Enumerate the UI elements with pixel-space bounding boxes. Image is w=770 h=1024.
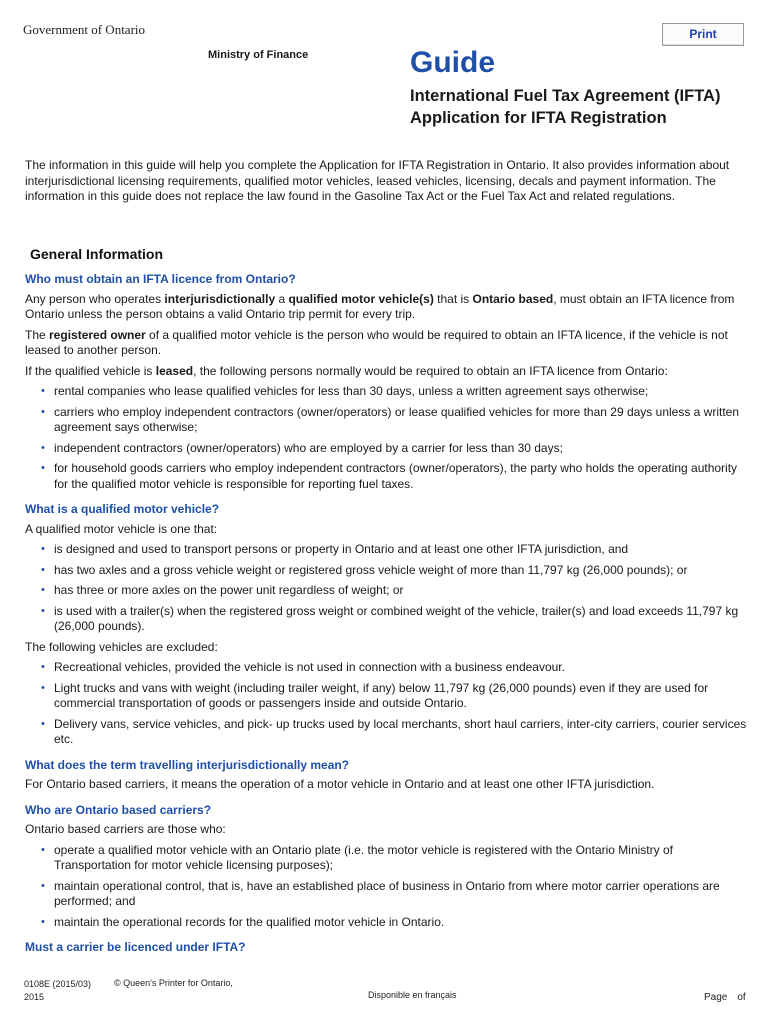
- text-run: of a qualified motor vehicle is the person who would be required to obtain an IFTA licence, if the vehicle is not leased to another person.: [25, 327, 728, 357]
- question-carrier-licenced: [25, 940, 747, 956]
- subtitle-line-2: Application for IFTA Registration: [410, 109, 667, 127]
- bold-term: Ontario based: [472, 291, 554, 306]
- paragraph: [25, 292, 747, 323]
- bullet-list: [25, 843, 747, 931]
- text-run: that is: [433, 291, 473, 306]
- list-item: [25, 879, 747, 910]
- bullet-icon: •: [41, 681, 45, 694]
- list-item-text: is designed and used to transport persons or property in Ontario and at least one other IFTA jurisdiction, and: [54, 542, 629, 556]
- paragraph: Ontario based carriers are those who:: [25, 822, 226, 836]
- question-ontario-based-carriers: [25, 803, 747, 931]
- copyright-notice: © Queen's Printer for Ontario,: [114, 978, 233, 988]
- bold-term: registered owner: [49, 327, 146, 342]
- text-run: The: [25, 327, 50, 342]
- page-label: Page: [704, 992, 728, 1003]
- list-item: [25, 563, 747, 579]
- question-qualified-motor-vehicle: [25, 502, 747, 748]
- list-item: [25, 604, 747, 635]
- list-item-text: carriers who employ independent contractors (owner/operators) or lease qualified vehicles for more than 29 days unless a written agreement says otherwise;: [54, 404, 740, 434]
- list-item-text: rental companies who lease qualified vehicles for less than 30 days, unless a written agreement says otherwise;: [54, 384, 649, 398]
- bullet-icon: •: [41, 543, 45, 555]
- print-button[interactable]: Print: [662, 23, 744, 46]
- form-code-year: 2015: [24, 992, 45, 1002]
- bullet-icon: •: [41, 843, 45, 856]
- paragraph: The following vehicles are excluded:: [25, 639, 218, 654]
- list-item: [25, 717, 747, 748]
- paragraph: [25, 328, 747, 359]
- list-item-text: operate a qualified motor vehicle with an Ontario plate (i.e. the motor vehicle is registered with the Ontario Ministry of Transportation for motor vehicle licensing purposes);: [54, 842, 673, 872]
- list-item: [25, 681, 747, 712]
- subtitle-line-1: International Fuel Tax Agreement (IFTA): [410, 87, 721, 105]
- list-item: [25, 384, 747, 400]
- page-subtitle: [410, 85, 720, 129]
- bullet-icon: •: [41, 385, 45, 397]
- list-item: [25, 461, 747, 492]
- bullet-icon: •: [41, 915, 45, 928]
- question-heading: Who must obtain an IFTA licence from Ontario?: [25, 272, 296, 286]
- bullet-icon: •: [41, 604, 45, 617]
- paragraph: For Ontario based carriers, it means the operation of a motor vehicle in Ontario and at least one other IFTA jurisdiction.: [25, 777, 655, 791]
- question-who-must-obtain: [25, 272, 747, 492]
- question-heading: Who are Ontario based carriers?: [25, 802, 212, 817]
- list-item-text: Delivery vans, service vehicles, and pick- up trucks used by local merchants, short haul carriers, inter-city carriers, courier services etc.: [54, 716, 747, 746]
- list-item-text: has three or more axles on the power unit regardless of weight; or: [54, 583, 404, 597]
- bullet-icon: •: [41, 563, 45, 576]
- bullet-list: [25, 660, 747, 748]
- ministry-label: Ministry of Finance: [208, 49, 309, 61]
- page-number: [704, 992, 756, 1003]
- page-of-label: of: [737, 992, 746, 1003]
- form-code-line: 0108E (2015/03): [24, 979, 92, 989]
- bullet-icon: •: [41, 584, 45, 596]
- list-item: [25, 915, 747, 931]
- question-heading: What does the term travelling interjurisdictionally mean?: [25, 757, 350, 772]
- bullet-icon: •: [41, 879, 45, 892]
- bullet-list: [25, 542, 747, 635]
- paragraph: A qualified motor vehicle is one that:: [25, 521, 218, 536]
- list-item: [25, 542, 747, 558]
- text-run: , must obtain an IFTA licence from Ontario unless the person obtains a valid Ontario trip permit for every trip.: [25, 291, 735, 321]
- bullet-list: [25, 384, 747, 492]
- bold-term: qualified motor vehicle(s): [288, 291, 434, 306]
- list-item-text: maintain operational control, that is, have an established place of business in Ontario from where motor carrier operations are performed; and: [54, 878, 720, 908]
- bold-term: interjurisdictionally: [164, 291, 276, 306]
- list-item-text: for household goods carriers who employ independent contractors (owner/operators), the party who holds the operating authority for the qualified motor vehicle is responsible for reporting fuel taxes.: [54, 461, 738, 491]
- text-run: If the qualified vehicle is: [25, 363, 156, 378]
- bullet-icon: •: [41, 405, 45, 418]
- text-run: , the following persons normally would be required to obtain an IFTA licence from Ontario:: [193, 363, 668, 378]
- list-item: [25, 843, 747, 874]
- list-item: [25, 405, 747, 436]
- text-run: a: [275, 291, 289, 306]
- bullet-icon: •: [41, 462, 45, 474]
- page-title: Guide: [410, 46, 496, 79]
- list-item-text: independent contractors (owner/operators) who are employed by a carrier for less than 30 days;: [54, 440, 563, 455]
- list-item: [25, 441, 747, 457]
- list-item-text: has two axles and a gross vehicle weight or registered gross vehicle weight of more than 11,797 kg (26,000 pounds); or: [54, 562, 688, 577]
- intro-paragraph: The information in this guide will help you complete the Application for IFTA Registration in Ontario. It also provides information about interjurisdictional licensing requirements, qualified motor vehicles, leased vehicles, licensing, decals and payment information. The information in this guide does not replace the law found in the Gasoline Tax Act or the Fuel Tax Act and related regulations.: [25, 158, 730, 203]
- section-heading-general-information: General Information: [30, 246, 164, 262]
- list-item-text: Light trucks and vans with weight (including trailer weight, if any) below 11,797 kg (26,000 pounds) even if they are used for commercial transportation of goods or passengers inside and outside Ontario.: [54, 680, 709, 710]
- list-item: [25, 660, 747, 676]
- list-item-text: maintain the operational records for the qualified motor vehicle in Ontario.: [54, 914, 445, 929]
- government-of-ontario-label: Government of Ontario: [23, 22, 146, 37]
- bullet-icon: •: [41, 661, 45, 673]
- list-item-text: Recreational vehicles, provided the vehicle is not used in connection with a business endeavour.: [54, 660, 565, 674]
- list-item: [25, 583, 747, 599]
- question-heading: What is a qualified motor vehicle?: [25, 502, 220, 516]
- question-travelling-interjurisdictionally: [25, 758, 747, 793]
- form-code: [24, 978, 91, 1004]
- paragraph: [25, 364, 747, 380]
- french-availability-note: Disponible en français: [368, 990, 457, 1000]
- bold-term: leased: [155, 363, 194, 378]
- question-heading: Must a carrier be licenced under IFTA?: [25, 940, 246, 954]
- text-run: Any person who operates: [25, 291, 165, 306]
- bullet-icon: •: [41, 717, 45, 730]
- guide-content: [25, 272, 747, 960]
- list-item-text: is used with a trailer(s) when the registered gross weight or combined weight of the vehicle, trailer(s) and load exceeds 11,797 kg (26,000 pounds).: [54, 603, 739, 633]
- bullet-icon: •: [41, 441, 45, 454]
